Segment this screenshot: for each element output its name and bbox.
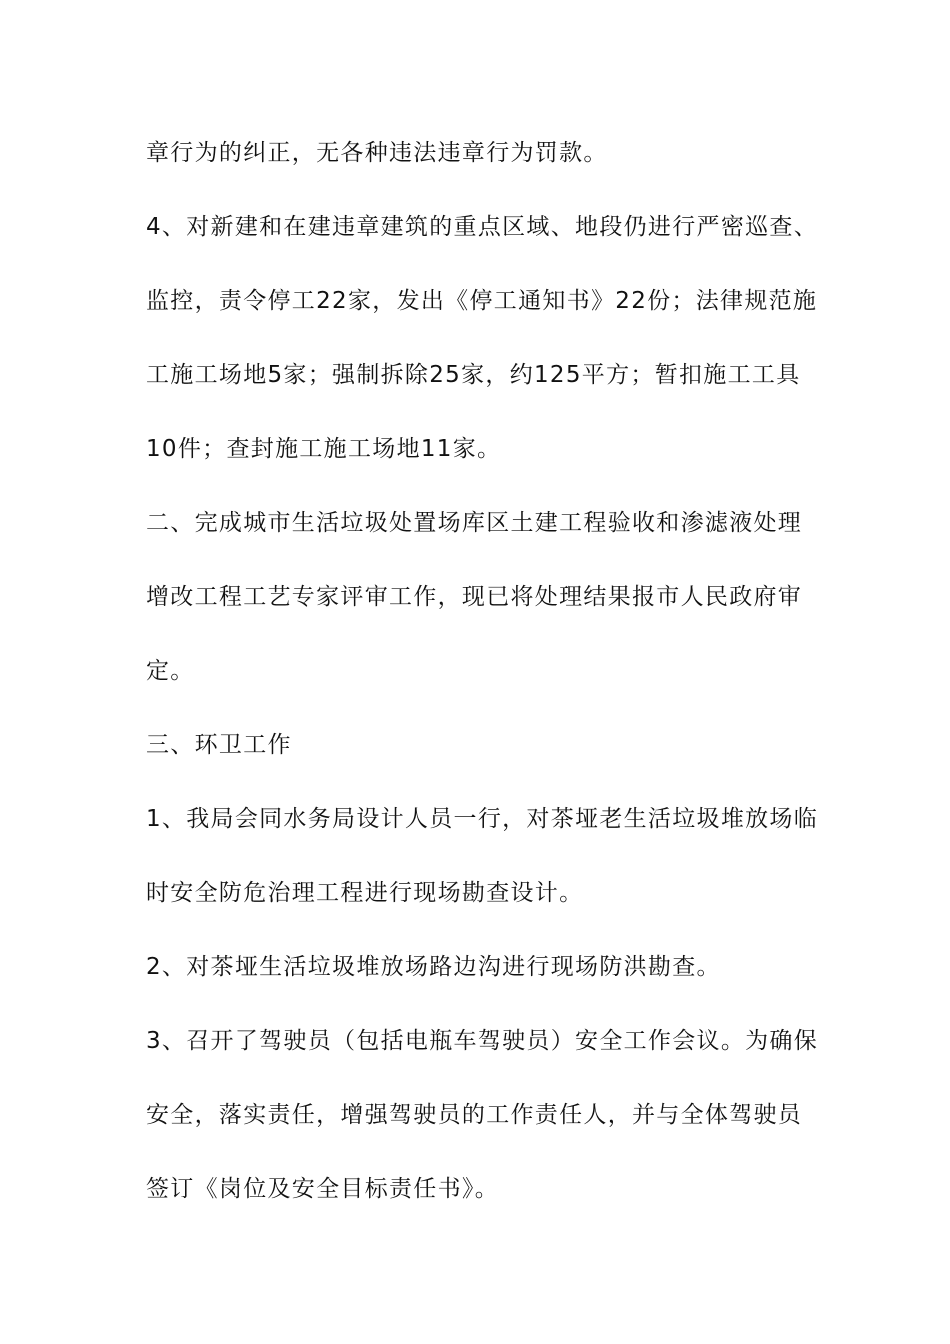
text-line-3: 监控，责令停工22家，发出《停工通知书》22份；法律规范施: [146, 288, 818, 314]
text-line-5: 10件；查封施工施工场地11家。: [146, 436, 502, 462]
text-line-15: 签订《岗位及安全目标责任书》。: [146, 1176, 499, 1202]
text-line-9: 三、环卫工作: [146, 732, 292, 758]
text-line-12: 2、对茶垭生活垃圾堆放场路边沟进行现场防洪勘查。: [146, 954, 721, 980]
text-line-8: 定。: [146, 658, 195, 684]
text-line-1: 章行为的纠正，无各种违法违章行为罚款。: [146, 140, 608, 166]
text-line-4: 工施工场地5家；强制拆除25家，约125平方；暂扣施工工具: [146, 362, 801, 388]
text-line-6: 二、完成城市生活垃圾处置场库区土建工程验收和渗滤液处理: [146, 510, 803, 536]
text-line-13: 3、召开了驾驶员（包括电瓶车驾驶员）安全工作会议。为确保: [146, 1028, 819, 1054]
text-line-11: 时安全防危治理工程进行现场勘查设计。: [146, 880, 584, 906]
text-line-14: 安全，落实责任，增强驾驶员的工作责任人，并与全体驾驶员: [146, 1102, 803, 1128]
text-line-10: 1、我局会同水务局设计人员一行，对茶垭老生活垃圾堆放场临: [146, 806, 819, 832]
text-line-2: 4、对新建和在建违章建筑的重点区域、地段仍进行严密巡查、: [146, 214, 819, 240]
text-line-7: 增改工程工艺专家评审工作，现已将处理结果报市人民政府审: [146, 584, 803, 610]
